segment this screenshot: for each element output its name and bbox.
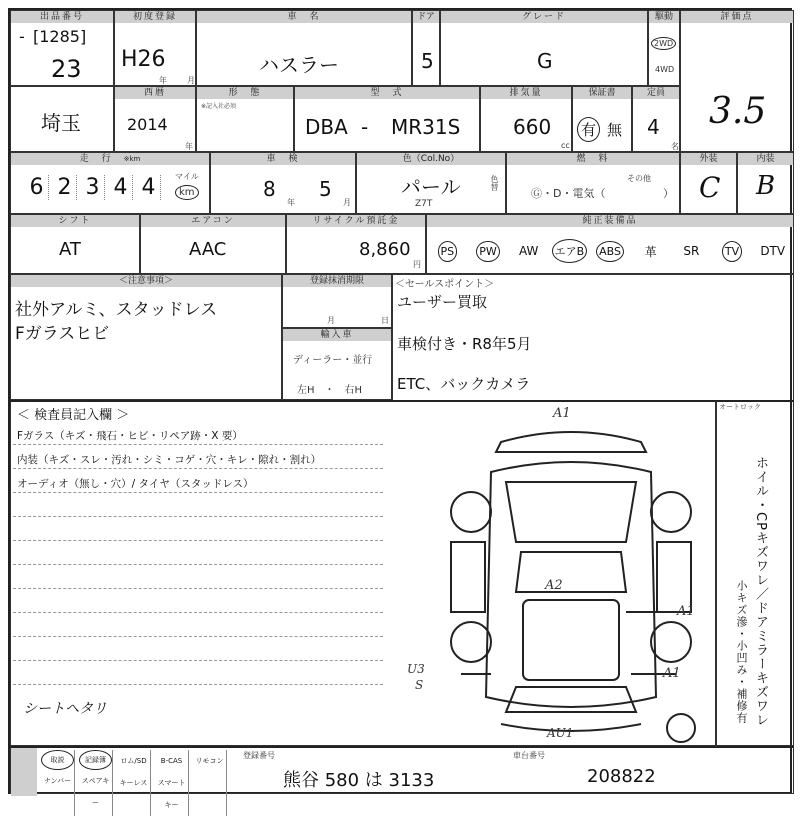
warranty-yes bbox=[577, 117, 600, 142]
grade-cell bbox=[440, 10, 648, 86]
shift-cell bbox=[10, 214, 140, 274]
inspector-line-2: 内装（キズ・スレ・汚れ・シミ・コゲ・穴・キレ・隙れ・割れ） bbox=[17, 454, 322, 466]
equipment-cell bbox=[426, 214, 794, 274]
exterior-header: 外装 bbox=[681, 153, 736, 165]
chassis-value: 208822 bbox=[587, 766, 656, 787]
front-bumper-outline bbox=[496, 432, 646, 452]
sales-header: ＜セールスポイント＞ bbox=[395, 279, 495, 290]
equipment-item bbox=[427, 241, 468, 262]
mileage-unit-km bbox=[175, 185, 199, 200]
autolock-label: オートロック bbox=[719, 403, 761, 411]
import-value: ディーラー・並行 bbox=[293, 355, 373, 366]
fuel-cell bbox=[506, 152, 680, 214]
equipment-item-label: 革 bbox=[644, 244, 657, 259]
equipment-item bbox=[712, 241, 753, 262]
left-doors bbox=[451, 542, 485, 612]
displacement-header: 排気量 bbox=[481, 87, 571, 99]
region-value: 埼玉 bbox=[41, 111, 81, 135]
grade-header: グレード bbox=[441, 11, 647, 23]
shift-value: AT bbox=[59, 239, 81, 260]
drive-2wd-circle: 2WD bbox=[651, 37, 676, 50]
rear-right-wheel bbox=[651, 622, 691, 662]
roof-outline bbox=[523, 600, 619, 680]
mileage-km-circle: km bbox=[175, 185, 199, 200]
reg-expiry-day: 日 bbox=[381, 316, 389, 325]
dash-6 bbox=[13, 564, 383, 565]
front-right-wheel bbox=[651, 492, 691, 532]
equipment-item-label: AW bbox=[518, 244, 539, 258]
exterior-cell bbox=[680, 152, 737, 214]
model-cert-cell bbox=[196, 86, 294, 152]
sales-line-3: ETC、バックカメラ bbox=[397, 375, 531, 393]
auction-sheet bbox=[8, 8, 792, 809]
equipment-item-label: エアB bbox=[552, 239, 588, 263]
mileage-digit: 4 bbox=[109, 175, 133, 200]
shift-header: シフト bbox=[11, 215, 139, 227]
footer-option-top: ロム/SD bbox=[120, 757, 147, 765]
sales-cell bbox=[392, 274, 794, 400]
inspector-cell bbox=[10, 400, 716, 746]
inspector-line-3: オーディオ（無し・穴）/ タイヤ（スタッドレス） bbox=[17, 478, 254, 490]
displacement-value: 660 bbox=[513, 115, 552, 139]
footer-option bbox=[117, 750, 151, 816]
warranty-cell bbox=[572, 86, 632, 152]
diagram-label-a1-top: A1 bbox=[553, 406, 571, 421]
inspector-handwritten: シートヘタリ bbox=[23, 701, 107, 717]
remarks-cell bbox=[10, 274, 282, 400]
grade-value: G bbox=[537, 49, 553, 73]
first-reg-header: 初度登録 bbox=[115, 11, 195, 23]
model-year-cell bbox=[114, 86, 196, 152]
lot-header: 出品番号 bbox=[11, 11, 113, 23]
footer-option-bottom: スマートキー bbox=[157, 779, 186, 809]
diagram-label-u3: U3 bbox=[407, 662, 425, 676]
dash-10 bbox=[13, 660, 383, 661]
dash-3 bbox=[13, 492, 383, 493]
equipment-header: 純正装備品 bbox=[427, 215, 793, 227]
equipment-item-label: DTV bbox=[760, 244, 786, 258]
equipment-item bbox=[468, 241, 509, 262]
right-doors bbox=[657, 542, 691, 612]
dash-4 bbox=[13, 516, 383, 517]
recycle-header: リサイクル預託金 bbox=[287, 215, 425, 227]
model-type-header: 型 式 bbox=[295, 87, 479, 99]
equipment-item bbox=[671, 244, 712, 258]
first-reg-cell bbox=[114, 10, 196, 86]
lot-number: 23 bbox=[51, 55, 82, 83]
reg-expiry-cell bbox=[282, 274, 392, 328]
inspection-year-unit: 年 bbox=[287, 198, 295, 207]
capacity-cell bbox=[632, 86, 680, 152]
score-value: 3.5 bbox=[709, 91, 767, 132]
footer-option-bottom: スペアキー bbox=[81, 777, 110, 807]
warranty-no: 無 bbox=[607, 121, 623, 139]
recycle-cell bbox=[286, 214, 426, 274]
mileage-digit: 6 bbox=[25, 175, 49, 200]
inspection-month-unit: 月 bbox=[343, 198, 351, 207]
equipment-row bbox=[427, 229, 793, 273]
remarks-line-1: 社外アルミ、スタッドレス bbox=[15, 300, 218, 320]
score-header: 評価点 bbox=[681, 11, 793, 23]
mileage-cell bbox=[10, 152, 210, 214]
diagram-label-au1: AU1 bbox=[547, 726, 574, 740]
fuel-header: 燃 料 bbox=[507, 153, 679, 165]
lot-cell bbox=[10, 10, 114, 86]
equipment-item bbox=[630, 243, 671, 260]
reg-expiry-header: 登録抹消期限 bbox=[283, 275, 391, 287]
color-value: パール bbox=[401, 175, 461, 199]
side-vertical-text-2: 小キズ滲・小凹み・補修有 bbox=[735, 580, 748, 724]
footer-option bbox=[193, 750, 227, 816]
car-damage-diagram bbox=[431, 412, 711, 746]
plate-header: 登録番号 bbox=[243, 751, 275, 760]
lot-code: [1285] bbox=[33, 27, 87, 46]
mileage-digit: 2 bbox=[53, 175, 77, 200]
interior-header: 内装 bbox=[738, 153, 793, 165]
first-reg-month-unit: 月 bbox=[187, 76, 195, 85]
footer-option bbox=[79, 750, 113, 816]
diagram-label-s: S bbox=[415, 678, 424, 692]
footer-option-top: 記録簿 bbox=[79, 750, 112, 770]
equipment-item bbox=[508, 244, 549, 258]
color-code: Z7T bbox=[415, 199, 433, 209]
equipment-item-label: PS bbox=[438, 241, 458, 262]
remarks-header: ＜注意事項＞ bbox=[11, 275, 281, 287]
recycle-value: 8,860 bbox=[359, 239, 411, 260]
car-body-outline bbox=[486, 462, 656, 707]
car-name-cell bbox=[196, 10, 412, 86]
chassis-header: 車台番号 bbox=[513, 751, 545, 760]
reg-expiry-month: 月 bbox=[327, 316, 335, 325]
windshield-outline bbox=[516, 552, 626, 592]
spare-tire bbox=[667, 714, 695, 742]
dash-2 bbox=[13, 468, 383, 469]
model-year-value: 2014 bbox=[127, 115, 168, 134]
drive-cell bbox=[648, 10, 680, 86]
mileage-digit: 4 bbox=[137, 175, 161, 200]
diagram-label-a2: A2 bbox=[545, 578, 563, 593]
diagram-label-a1-right1: A1 bbox=[677, 604, 695, 619]
model-year-header: 西暦 bbox=[115, 87, 195, 99]
fuel-other: その他 bbox=[627, 174, 651, 183]
color-cell bbox=[356, 152, 506, 214]
sales-line-1: ユーザー買取 bbox=[397, 293, 488, 311]
first-reg-year-unit: 年 bbox=[159, 76, 167, 85]
model-cert-note: ※記入社必須 bbox=[201, 103, 237, 110]
doors-header: ドア bbox=[413, 11, 439, 23]
mileage-header-label: 走 行 bbox=[79, 154, 113, 164]
equipment-item-label: PW bbox=[476, 241, 500, 262]
inspection-year: 8 bbox=[263, 177, 276, 201]
car-name-value: ハスラー bbox=[259, 53, 339, 77]
warranty-yes-circle: 有 bbox=[577, 117, 600, 142]
fuel-close: ） bbox=[663, 187, 674, 200]
mileage-digit: 3 bbox=[81, 175, 105, 200]
model-type-cell bbox=[294, 86, 480, 152]
inspection-header: 車 検 bbox=[211, 153, 355, 165]
footer-option-top: リモコン bbox=[195, 757, 224, 765]
doors-value: 5 bbox=[421, 49, 434, 73]
dash-7 bbox=[13, 588, 383, 589]
interior-cell bbox=[737, 152, 794, 214]
dash-1 bbox=[13, 444, 383, 445]
footer-cell bbox=[10, 746, 794, 809]
model-cert-header: 形 態 bbox=[197, 87, 293, 99]
inspector-line-1: Fガラス（キズ・飛石・ヒビ・リペア跡・X 要） bbox=[17, 430, 243, 442]
inspection-month: 5 bbox=[319, 177, 332, 201]
drive-header: 駆動 bbox=[649, 11, 679, 23]
displacement-cell bbox=[480, 86, 572, 152]
region-cell bbox=[10, 86, 114, 152]
model-type-prefix: DBA bbox=[305, 115, 348, 139]
capacity-header: 定員 bbox=[633, 87, 679, 99]
rear-outline bbox=[506, 687, 636, 712]
footer-options bbox=[41, 750, 227, 816]
fuel-options: Ⓖ・D・電気（ bbox=[531, 187, 606, 200]
drive-4wd: 4WD bbox=[655, 65, 675, 74]
model-year-unit: 年 bbox=[185, 142, 193, 151]
first-reg-value: H26 bbox=[121, 47, 166, 72]
rear-left-wheel bbox=[451, 622, 491, 662]
inspector-header: ＜ 検査員記入欄 ＞ bbox=[17, 408, 130, 423]
side-column bbox=[716, 400, 794, 746]
mileage-unit-mile: マイル bbox=[175, 172, 199, 181]
remarks-line-2: Fガラスヒビ bbox=[15, 324, 110, 344]
color-header: 色（Col.No） bbox=[357, 153, 505, 165]
dash-5 bbox=[13, 540, 383, 541]
exterior-value: C bbox=[699, 171, 721, 204]
side-vertical-text: ホイル・CPキズワレ／ドアミラーキズワレ bbox=[753, 456, 768, 727]
plate-value: 熊谷 580 は 3133 bbox=[283, 770, 435, 791]
model-type-value: MR31S bbox=[391, 115, 461, 139]
dash-11 bbox=[13, 684, 383, 685]
hood-outline bbox=[506, 482, 636, 542]
equipment-item bbox=[752, 244, 793, 258]
diagram-label-a1-right2: A1 bbox=[663, 666, 681, 681]
footer-option bbox=[155, 750, 189, 816]
drive-2wd bbox=[651, 37, 676, 50]
sales-line-2: 車検付き・R8年5月 bbox=[397, 335, 532, 353]
aircon-header: エアコン bbox=[141, 215, 285, 227]
aircon-value: AAC bbox=[189, 239, 227, 260]
mileage-km-note: ※km bbox=[123, 155, 141, 163]
dash-9 bbox=[13, 636, 383, 637]
footer-option-bottom: ナンバー bbox=[43, 777, 72, 785]
footer-option-top: B-CAS bbox=[160, 757, 183, 765]
import-steer: 左H ・ 右H bbox=[297, 385, 363, 396]
footer-left-strip bbox=[11, 748, 37, 796]
capacity-value: 4 bbox=[647, 115, 660, 139]
color-change: 色替 bbox=[490, 175, 499, 191]
interior-value: B bbox=[756, 171, 776, 201]
capacity-unit: 名 bbox=[671, 142, 679, 151]
footer-option bbox=[41, 750, 75, 816]
dash-8 bbox=[13, 612, 383, 613]
score-cell bbox=[680, 10, 794, 152]
doors-cell bbox=[412, 10, 440, 86]
equipment-item-label: TV bbox=[722, 241, 742, 262]
warranty-header: 保証書 bbox=[573, 87, 631, 99]
equipment-item bbox=[590, 241, 631, 262]
footer-option-top: 取説 bbox=[41, 750, 74, 770]
lot-dash: - bbox=[19, 27, 25, 46]
equipment-item bbox=[549, 239, 590, 263]
model-type-dash: - bbox=[361, 115, 369, 139]
equipment-item-label: ABS bbox=[596, 241, 624, 262]
displacement-unit: cc bbox=[561, 141, 570, 150]
mileage-digits bbox=[25, 175, 161, 200]
mileage-header bbox=[11, 153, 209, 165]
import-cell bbox=[282, 328, 392, 400]
car-name-header: 車 名 bbox=[197, 11, 411, 23]
inspection-cell bbox=[210, 152, 356, 214]
front-left-wheel bbox=[451, 492, 491, 532]
equipment-item-label: SR bbox=[683, 244, 700, 258]
aircon-cell bbox=[140, 214, 286, 274]
footer-option-bottom: キーレス bbox=[119, 779, 148, 787]
import-header: 輸入車 bbox=[283, 329, 391, 341]
recycle-unit: 円 bbox=[413, 260, 421, 269]
